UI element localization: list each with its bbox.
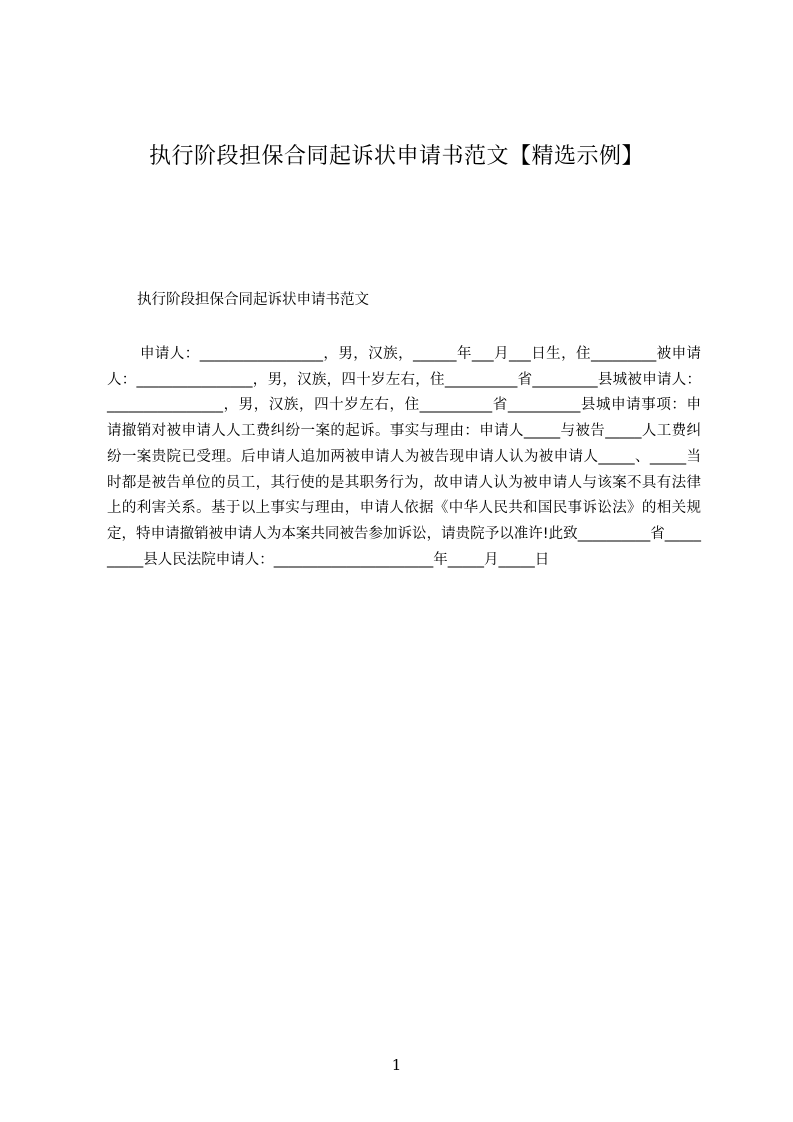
document-title: 执行阶段担保合同起诉状申请书范文【精选示例】 — [148, 144, 644, 169]
page-number: 1 — [391, 1056, 402, 1074]
application-body-text: 申请人：_________________，男，汉族，______年___月___日生，住_________被申请人：________________，男，汉族，四十岁左右，住__________省_________县城被申请人：________________，男，汉族，四十岁左右，住__________省__________县城申请事项：申请撤销对被申请人人工费纠纷一案的起诉。事实与理由：申请人_____与被告_____人工费纠纷一案贵院已受理。后申请人追加两被申请人为被告现申请人认为被申请人_____、_____当时都是被告单位的员工，其行使的是其职务行为，故申请人认为被申请人与该案不具有法律上的利害关系。基于以上事实与理由，申请人依据《中华人民共和国民事诉讼法》的相关规定，特申请撤销被申请人为本案共同被告参加诉讼，请贵院予以准许!此致__________省__________县人民法院申请人：______________________年_____月_____日 — [107, 346, 701, 568]
document-subtitle: 执行阶段担保合同起诉状申请书范文 — [137, 292, 369, 308]
